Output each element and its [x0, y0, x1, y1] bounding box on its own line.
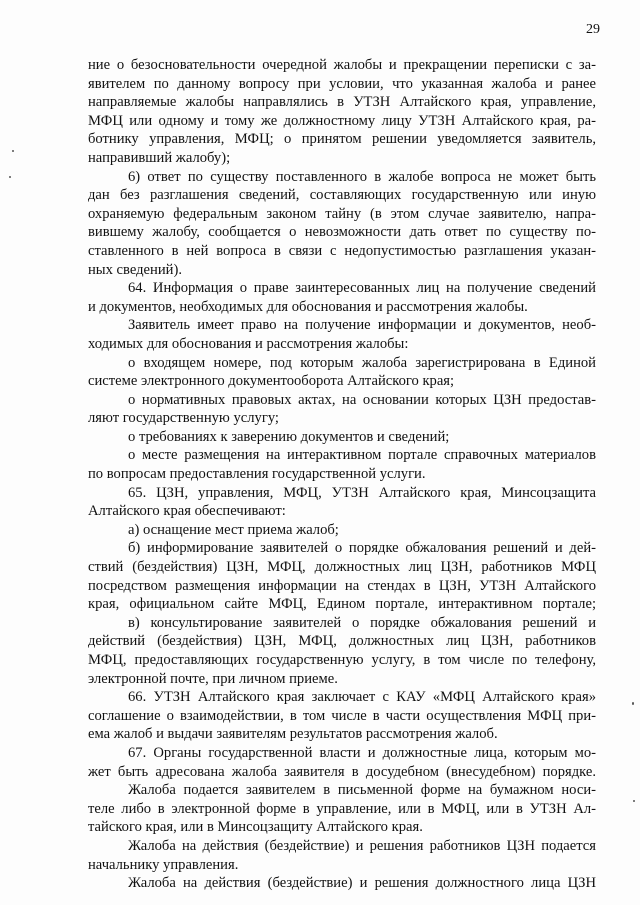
scan-speck — [12, 150, 14, 152]
text-line: направляемые жалобы направлялись в УТЗН Алтайского края, управление, — [88, 94, 596, 111]
text-line: 67. Органы государственной власти и должностные лица, которым мо- — [128, 744, 596, 761]
text-line: ботнику управления, МФЦ; о принятом решении уведомляется заявитель, — [88, 131, 596, 148]
text-line: тайского края, или в Минсоцзащиту Алтайского края. — [88, 819, 423, 836]
text-line: МФЦ, предоставляющих государственную услугу, в том числе по телефону, — [88, 652, 596, 668]
text-line: действий (бездействия) ЦЗН, МФЦ, должностных лиц ЦЗН, работников — [88, 633, 596, 650]
text-line: теле либо в электронной форме в управление, или в МФЦ, или в УТЗН Ал- — [88, 800, 596, 817]
text-line: а) оснащение мест приема жалоб; — [128, 521, 339, 538]
scan-speck — [9, 176, 11, 178]
text-line: ходимых для обоснования и рассмотрения жалобы: — [88, 335, 409, 352]
text-line: направивший жалобу); — [88, 149, 231, 166]
text-line: в) консультирование заявителей о порядке обжалования решений и — [128, 614, 596, 631]
text-line: и документов, необходимых для обоснования и рассмотрения жалобы. — [88, 298, 528, 315]
text-line: МФЦ или одному и тому же должностному лицу УТЗН Алтайского края, ра- — [88, 112, 596, 129]
text-line: края, официальном сайте МФЦ, Едином портале, интерактивном портале; — [88, 596, 596, 613]
text-line: ставленного в ней вопроса в связи с недопустимостью разглашения указан- — [88, 242, 596, 259]
text-line: 64. Информация о праве заинтересованных лиц на получение сведений — [128, 280, 596, 297]
text-line: ема жалоб и выдачи заявителям результатов рассмотрения жалоб. — [88, 726, 498, 743]
text-line: соглашение о взаимодействии, в том числе в части осуществления МФЦ при- — [88, 707, 596, 724]
text-line: Жалоба на действия (бездействие) и решения работников ЦЗН подается — [128, 837, 596, 854]
text-line: Жалоба на действия (бездействие) и решения должностного лица ЦЗН — [128, 875, 596, 892]
scan-speck — [633, 800, 635, 802]
text-line: охраняемую федеральным законом тайну (в этом случае заявителю, напра- — [88, 205, 596, 222]
scan-speck — [632, 702, 634, 705]
text-line: электронной почте, при личном приеме. — [88, 670, 338, 687]
text-line: системе электронного документооборота Алтайского края; — [88, 373, 455, 390]
text-line: 66. УТЗН Алтайского края заключает с КАУ «МФЦ Алтайского края» — [128, 689, 596, 706]
text-line: о требованиях к заверению документов и сведений; — [128, 428, 450, 445]
text-line: ние о безосновательности очередной жалобы и прекращении переписки с за- — [88, 57, 596, 73]
page-number: 29 — [586, 22, 600, 37]
text-line: о месте размещения на интерактивном портале справочных материалов — [128, 447, 596, 464]
text-line: явителем по данному вопросу при условии, что указанная жалоба и ранее — [88, 75, 596, 92]
text-line: 65. ЦЗН, управления, МФЦ, УТЗН Алтайского края, Минсоцзащита — [128, 484, 596, 501]
text-line: ляют государственную услугу; — [88, 410, 279, 427]
text-line: Заявитель имеет право на получение информации и документов, необ- — [128, 317, 596, 334]
text-line: ствий (бездействия) ЦЗН, МФЦ, должностных лиц ЦЗН, работников МФЦ — [88, 559, 596, 576]
text-line: о входящем номере, под которым жалоба зарегистрирована в Единой — [128, 354, 596, 371]
text-line: Алтайского края обеспечивают: — [88, 503, 286, 520]
text-line: вившему жалобу, сообщается о невозможности дать ответ по существу по- — [88, 224, 596, 241]
body-text — [88, 56, 596, 893]
text-line: посредством размещения информации на стендах в ЦЗН, УТЗН Алтайского — [88, 577, 596, 594]
text-line: ных сведений). — [88, 261, 182, 278]
text-line: Жалоба подается заявителем в письменной форме на бумажном носи- — [128, 782, 596, 799]
text-line: 6) ответ по существу поставленного в жалобе вопроса не может быть — [128, 168, 596, 185]
text-line: начальнику управления. — [88, 856, 239, 873]
text-line: о нормативных правовых актах, на основании которых ЦЗН предостав- — [128, 391, 596, 408]
text-line: жет быть адресована жалоба заявителя в досудебном (внесудебном) порядке. — [88, 763, 596, 780]
text-line: б) информирование заявителей о порядке обжалования решений и дей- — [128, 540, 596, 557]
text-line: дан без разглашения сведений, составляющих государственную или иную — [88, 187, 596, 204]
text-line: по вопросам предоставления государственной услуги. — [88, 466, 426, 483]
